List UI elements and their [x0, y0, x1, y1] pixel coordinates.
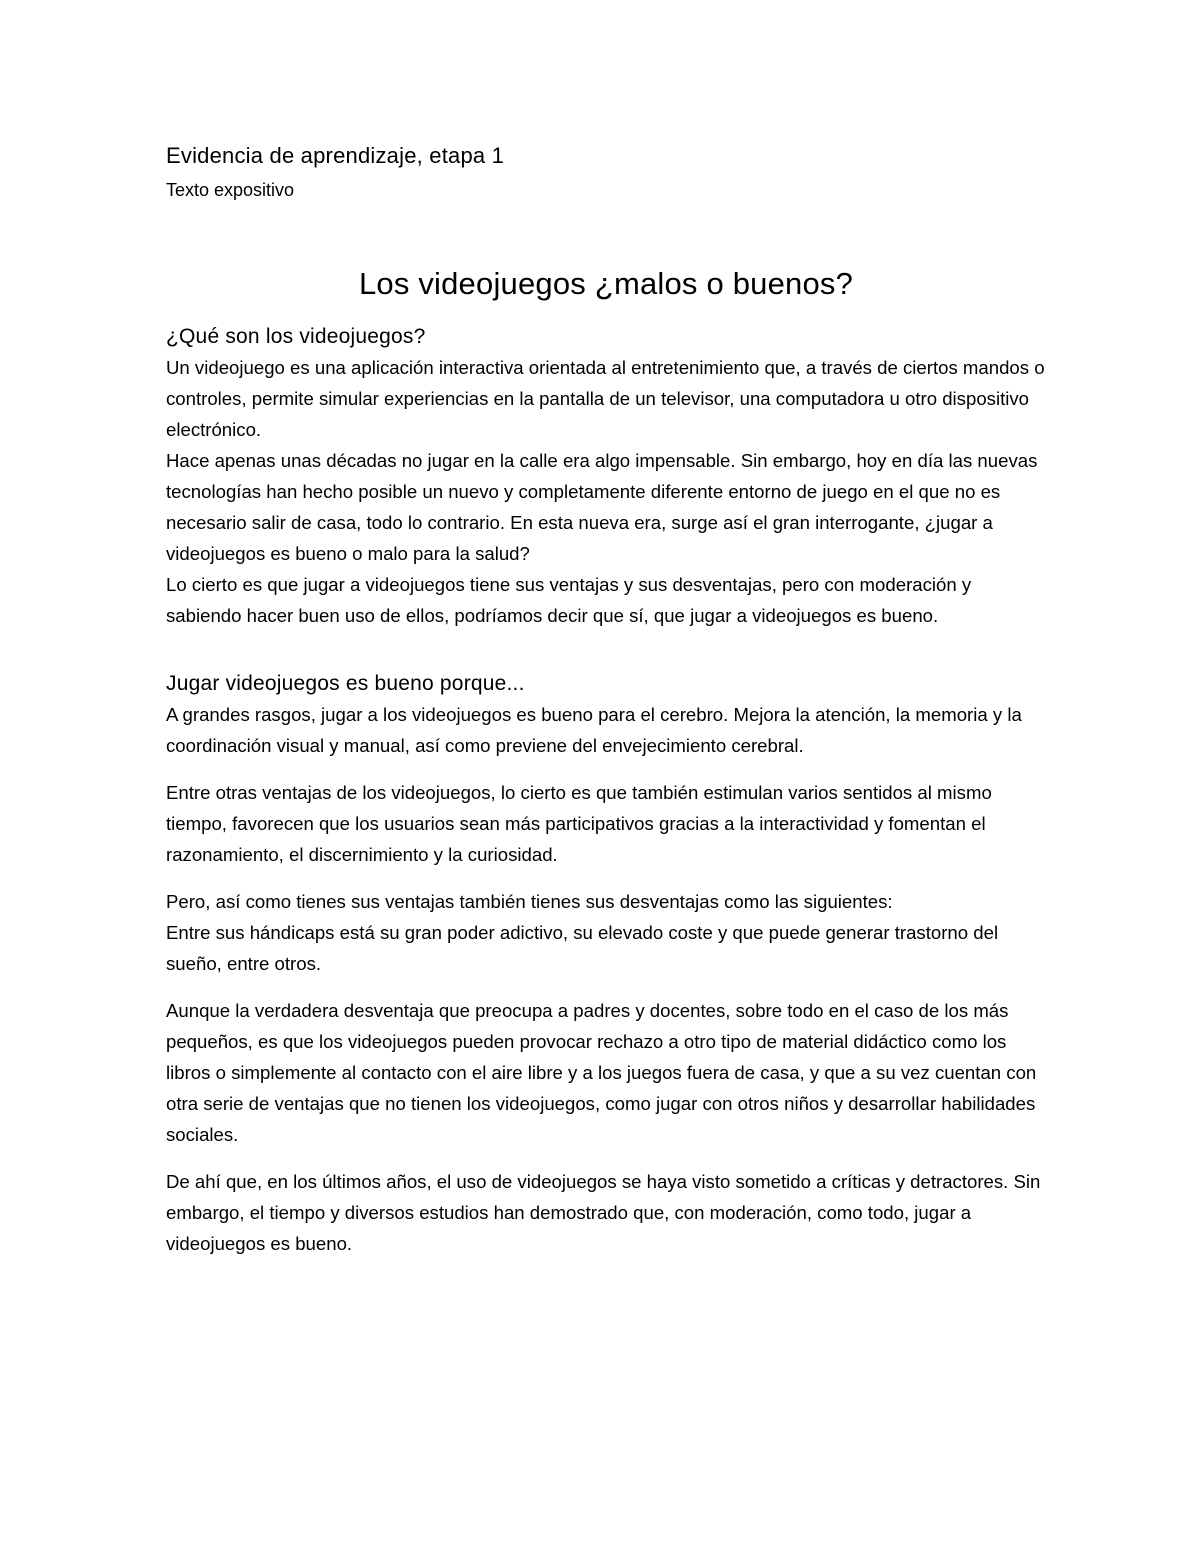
paragraph: Entre sus hándicaps está su gran poder adictivo, su elevado coste y que puede generar trastorno del sueño, entre otros. [166, 922, 999, 974]
paragraph: Aunque la verdadera desventaja que preocupa a padres y docentes, sobre todo en el caso de los más pequeños, es que los videojuegos pueden provocar rechazo a otro tipo de material didáctico como los libros o simplemente al contacto con el aire libre y a los juegos fuera de casa, y que a su vez cuentan con otra serie de ventajas que no tienen los videojuegos, como jugar con otros niños y desarrollar habilidades sociales. [166, 1000, 1037, 1145]
paragraph: Hace apenas unas décadas no jugar en la calle era algo impensable. Sin embargo, hoy en día las nuevas tecnologías han hecho posible un nuevo y completamente diferente entorno de juego en el que no es necesario salir de casa, todo lo contrario. En esta nueva era, surge así el gran interrogante, ¿jugar a videojuegos es bueno o malo para la salud? [166, 450, 1038, 564]
paragraph: Un videojuego es una aplicación interactiva orientada al entretenimiento que, a través de ciertos mandos o controles, permite simular experiencias en la pantalla de un televisor, una computadora u otro dispositivo electrónico. [166, 357, 1045, 440]
section-heading-why-good: Jugar videojuegos es bueno porque... [166, 672, 525, 695]
paragraph: Entre otras ventajas de los videojuegos, lo cierto es que también estimulan varios sentidos al mismo tiempo, favorecen que los usuarios sean más participativos gracias a la interactividad y fomentan el razonamiento, el discernimiento y la curiosidad. [166, 782, 992, 865]
assignment-subtitle: Texto expositivo [166, 180, 295, 200]
paragraph: Lo cierto es que jugar a videojuegos tiene sus ventajas y sus desventajas, pero con moderación y sabiendo hacer buen uso de ellos, podríamos decir que sí, que jugar a videojuegos es bueno. [166, 574, 972, 626]
assignment-title: Evidencia de aprendizaje, etapa 1 [166, 143, 505, 168]
paragraph: A grandes rasgos, jugar a los videojuegos es bueno para el cerebro. Mejora la atención, la memoria y la coordinación visual y manual, así como previene del envejecimiento cerebral. [166, 704, 1022, 756]
document-content [166, 140, 1046, 1259]
paragraph: Pero, así como tienes sus ventajas también tienes sus desventajas como las siguientes: [166, 891, 893, 912]
document-title: Los videojuegos ¿malos o buenos? [358, 266, 854, 301]
paragraph: De ahí que, en los últimos años, el uso de videojuegos se haya visto sometido a críticas y detractores. Sin embargo, el tiempo y diversos estudios han demostrado que, con moderación, como todo, jugar a videojuegos es bueno. [166, 1171, 1041, 1254]
section-heading-what-are-videogames: ¿Qué son los videojuegos? [166, 325, 426, 348]
